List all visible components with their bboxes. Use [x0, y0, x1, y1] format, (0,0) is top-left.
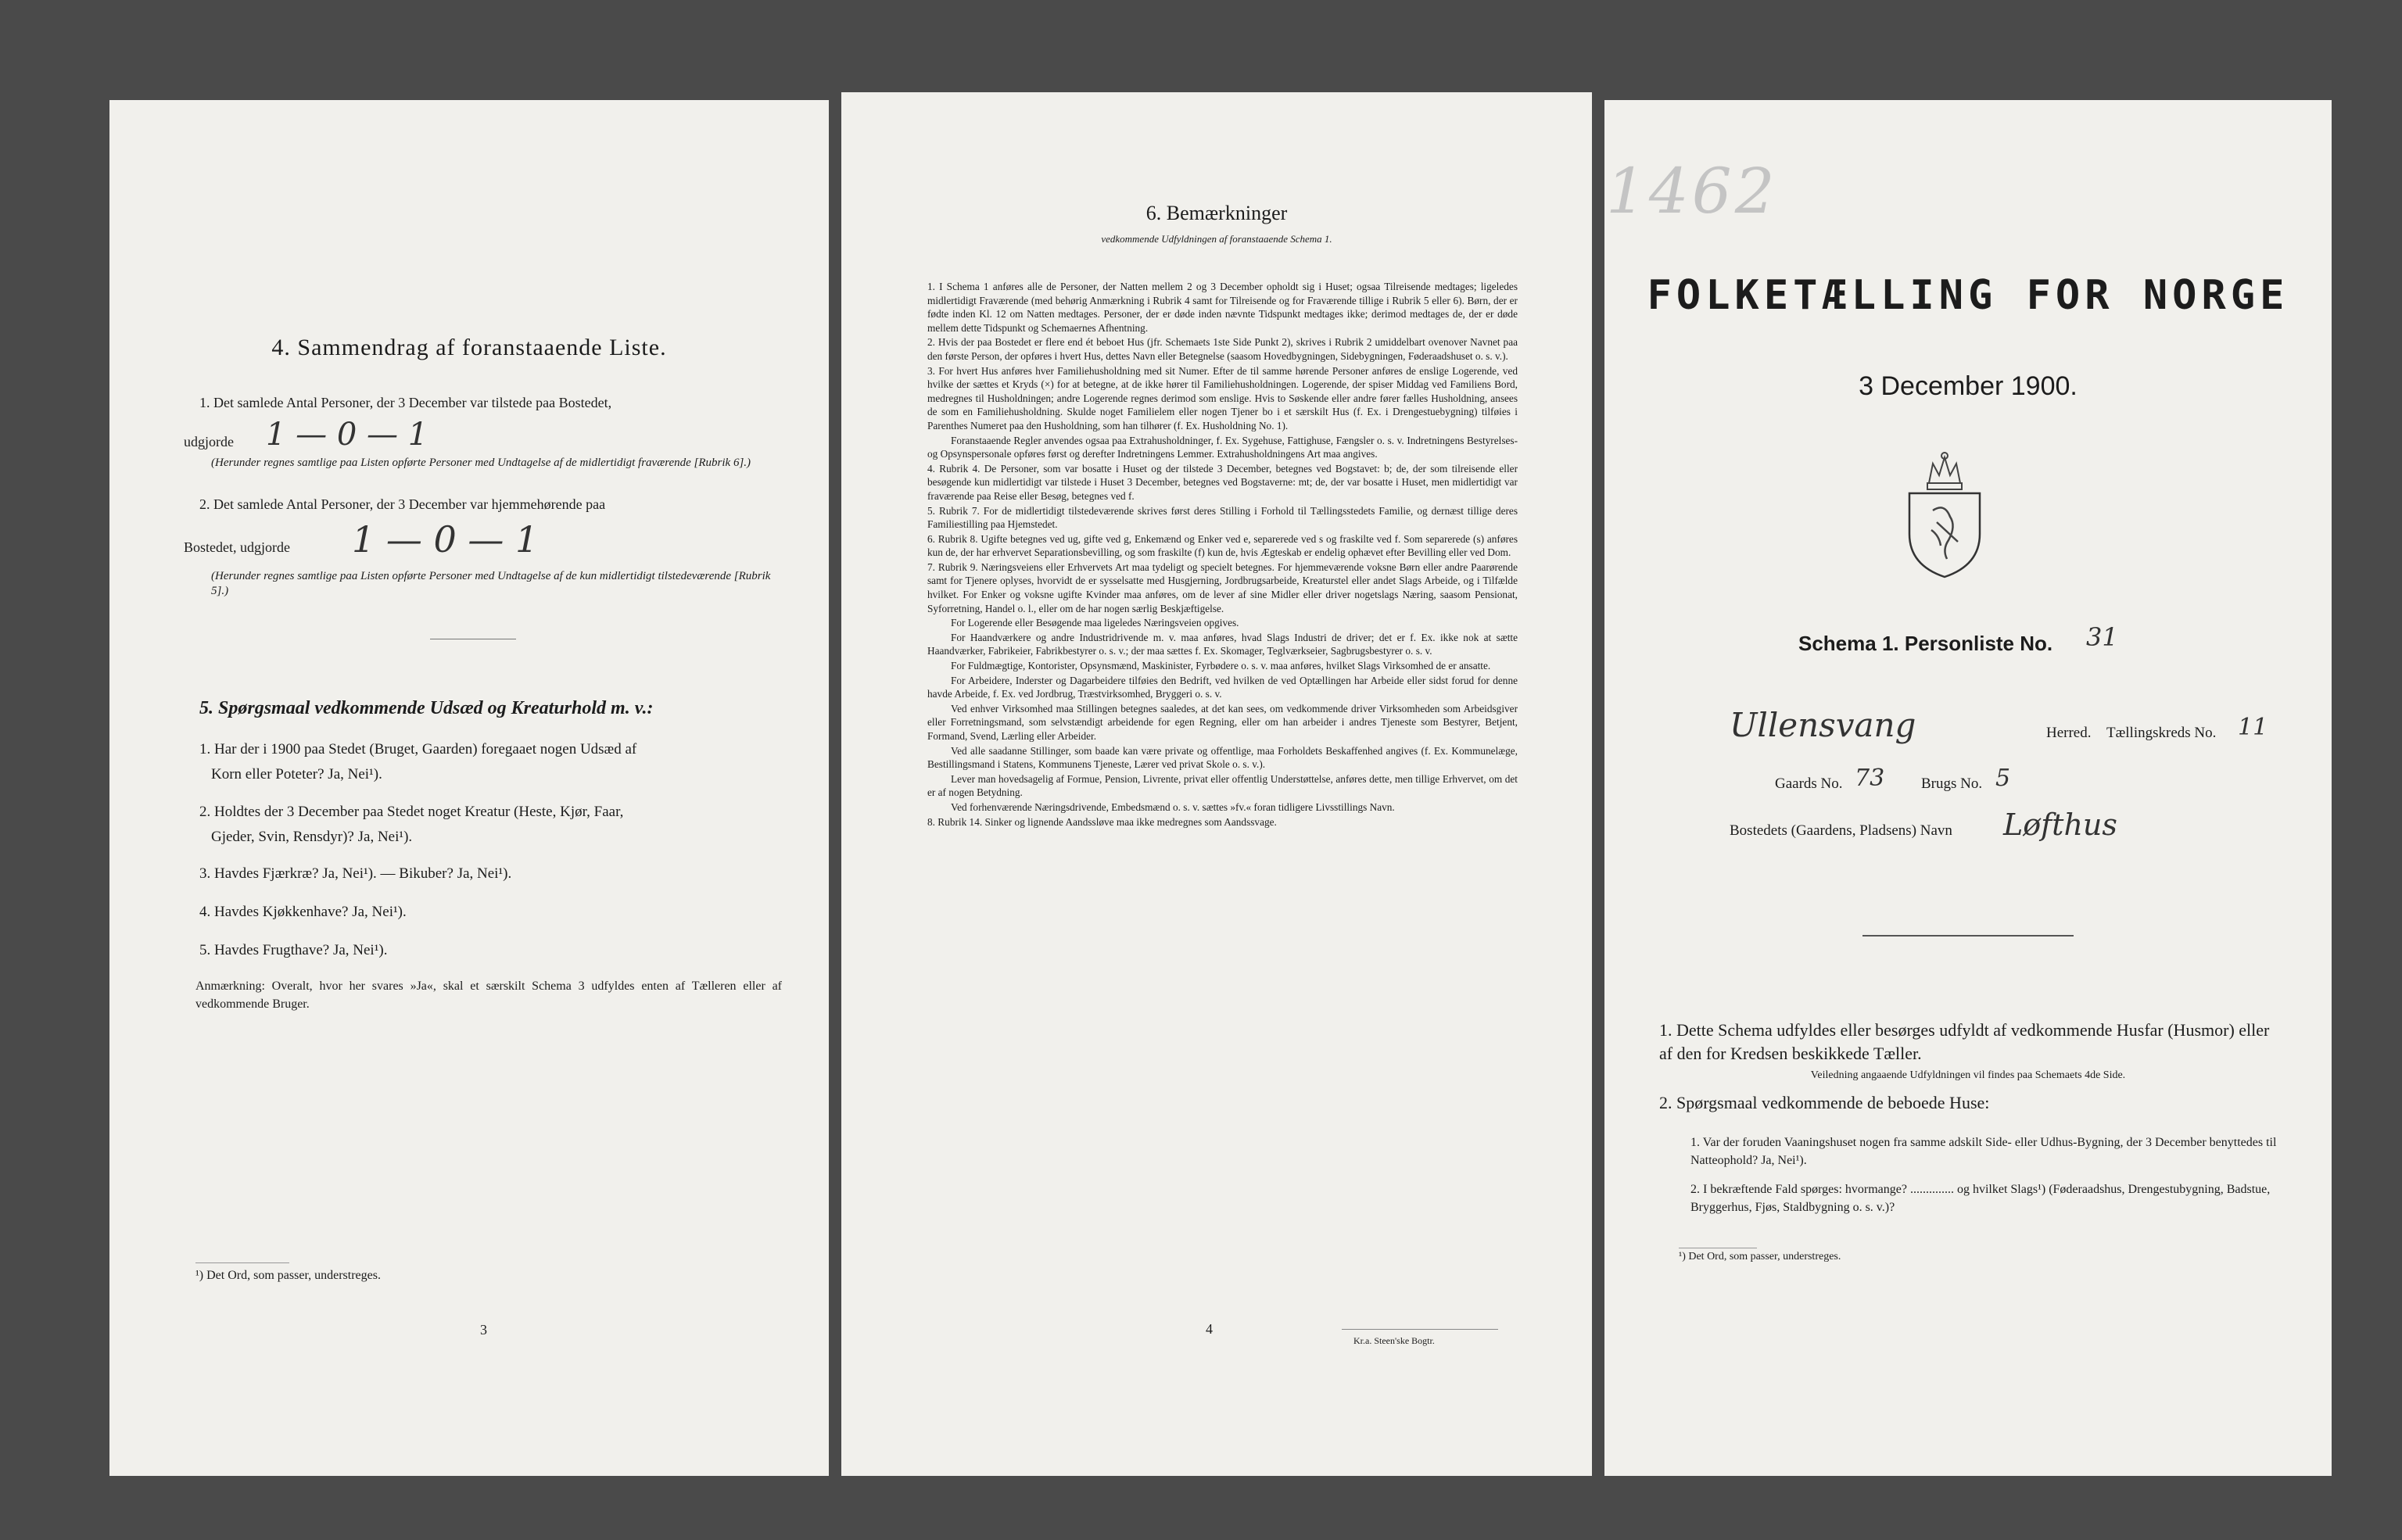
census-date: 3 December 1900. — [1859, 371, 2078, 401]
printer-imprint: Kr.a. Steen'ske Bogtr. — [1353, 1335, 1435, 1346]
kreds-label: Tællingskreds No. — [2106, 725, 2217, 741]
kreds-value: 11 — [2238, 714, 2268, 741]
remark-3: 3. For hvert Hus anføres hver Familiehusholdning med sit Numer. Efter de til samme hørende Personer anføres de enslige Logerende, ved hvilke der sættes et Kryds (×) for at betegne, at de ikke hører til Familiehusholdningen. Logerende, der spiser Middag ved Familiens Bord, medregnes til Husholdningen; andre Logerende regnes derimod som enslige. Hvis to Søskende eller andre fører fælles Husholdning, ansees de som en Familiehusholdning. Skulde noget Familielem eller nogen Tjener bo i et særskilt Hus (f. Ex. i Drengestuebygning) tilføies i Parenthes Numeret paa den Husholdning, som han tilhører (f. Ex. Husholdning No. 1). — [927, 364, 1518, 432]
remark-3-extra: Foranstaaende Regler anvendes ogsaa paa Extrahusholdninger, f. Ex. Sygehuse, Fattighuse, Fængsler o. s. v. Indretningens Bestyrelses- og Opsynspersonale opføres først og derefter Indretningens Lemmer. Extrahusholdningens Art maa angives. — [927, 434, 1518, 460]
page-1 — [1604, 100, 2332, 1476]
page-4 — [841, 92, 1592, 1476]
remark-7-forhenvaerende: Ved forhenværende Næringsdrivende, Embedsmænd o. s. v. sættes »fv.« foran tidligere Livsstillings Navn. — [951, 800, 1395, 813]
schema-label: Schema 1. Personliste No. — [1798, 632, 2053, 655]
remarks-subtitle: vedkommende Udfyldningen af foranstaaende Schema 1. — [1101, 233, 1332, 245]
item-2-note: (Herunder regnes samtlige paa Listen opførte Personer med Undtagelse af de kun midlertidigt tilstedeværende [Rubrik 5].) — [211, 570, 771, 597]
gaards-label: Gaards No. — [1775, 775, 1843, 792]
instruction-2: 2. Spørgsmaal vedkommende de beboede Huse: — [1659, 1093, 1990, 1112]
schema-number: 31 — [2086, 622, 2118, 652]
section-5-title: 5. Spørgsmaal vedkommende Udsæd og Kreaturhold m. v.: — [199, 698, 654, 718]
archive-number: 1462 — [1606, 155, 1778, 227]
instruction-2-question-2: 2. I bekræftende Fald spørges: hvormange? .............. og hvilket Slags¹) (Føderaadshus, Drengestubygning, Badstue, Bryggerhus, Fjøs, Staldbygning o. s. v.)? — [1690, 1183, 2271, 1214]
footnote: ¹) Det Ord, som passer, understreges. — [1679, 1251, 1841, 1262]
question-1-line-1: 1. Har der i 1900 paa Stedet (Bruget, Gaarden) foregaaet nogen Udsæd af — [199, 741, 637, 757]
gaards-value: 73 — [1855, 765, 1885, 792]
question-5: 5. Havdes Frugthave? Ja, Nei¹). — [199, 942, 388, 958]
remark-7-formue: Lever man hovedsagelig af Formue, Pension, Livrente, privat eller offentlig Understøttelse, anføres dette, men tillige Erhvervet, om det er af nogen Betydning. — [927, 772, 1518, 799]
bosted-label: Bostedets (Gaardens, Pladsens) Navn — [1730, 822, 1952, 839]
remark-1: 1. I Schema 1 anføres alle de Personer, der Natten mellem 2 og 3 December opholdt sig i Huset; ogsaa Tilreisende medtages; ligeledes midlertidigt Fraværende (med behørig Anmærkning i Rubrik 4 samt for Tilreisende og for Fraværende tillige i Rubrik 5 eller 6). Børn, der er fødte inden Kl. 12 om Natten medtages. Personer, der er døde inden nævnte Tidspunkt medtages ikke; derimod medtages de, der er døde mellem dette Tidspunkt og Schemaernes Afhentning. — [927, 281, 1518, 334]
footnote-rule — [195, 1262, 289, 1263]
remark-7-fuldmaegtige: For Fuldmægtige, Kontorister, Opsynsmænd, Maskinister, Fyrbødere o. s. v. maa anføres, hvilket Slags Virksomhed de er ansatte. — [951, 660, 1491, 672]
remark-7: 7. Rubrik 9. Næringsveiens eller Erhvervets Art maa tydeligt og specielt betegnes. For hjemmeværende voksne Børn eller andre Paarørende samt for Tjenere oplyses, hvorvidt de er sysselsatte med Husgjerning, Jordbrugsarbeide, Kreaturstel eller andet Slags Arbeide, og i Tilfælde hvilket. For Enker og voksne ugifte Kvinder maa anføres, om de lever af sine Midler eller driver nogetslags Næring, saasom Pensionat, Syforretning, Handel o. l., eller om de har nogen særlig Beskjæftigelse. — [927, 560, 1518, 614]
remark: Anmærkning: Overalt, hvor her svares »Ja«, skal et særskilt Schema 3 udfyldes enten af Tælleren eller af vedkommende Bruger. — [195, 980, 782, 1011]
herred-label: Herred. — [2046, 725, 2092, 741]
page-3 — [109, 100, 829, 1476]
remark-8: 8. Rubrik 14. Sinker og lignende Aandssløve maa ikke medregnes som Aandssvage. — [927, 815, 1277, 828]
item-2-text: 2. Det samlede Antal Personer, der 3 December var hjemmehørende paa — [199, 496, 606, 512]
item-1-value: 1 — 0 — 1 — [266, 417, 428, 453]
footnote: ¹) Det Ord, som passer, understreges. — [195, 1269, 381, 1282]
question-2-line-1: 2. Holdtes der 3 December paa Stedet noget Kreatur (Heste, Kjør, Faar, — [199, 804, 624, 820]
remark-7-stillinger: Ved alle saadanne Stillinger, som baade kan være private og offentlige, maa Forholdets Beskaffenhed angives (f. Ex. Kommunelæge, Bestillingsmand i Statens, Kommunens Tjeneste, Lærer ved privat Skole o. s. v.). — [927, 744, 1518, 771]
remark-7-virksomhed: Ved enhver Virksomhed maa Stillingen betegnes saaledes, at det kan sees, om vedkommende driver Virksomheden som Arbeidsgiver eller Forretningsmand, som selvstændigt arbeidende for egen Regning, eller om han arbeider i andres Tjeneste som Bestyrer, Betjent, Formand, Svend, Lærling eller Arbeider. — [927, 702, 1518, 742]
item-1-note: (Herunder regnes samtlige paa Listen opførte Personer med Undtagelse af de midlertidigt fraværende [Rubrik 6].) — [211, 457, 751, 469]
divider — [1862, 935, 2074, 937]
section-4-title: 4. Sammendrag af foranstaaende Liste. — [271, 335, 667, 360]
item-1-text: 1. Det samlede Antal Personer, der 3 December var tilstede paa Bostedet, — [199, 395, 612, 410]
coat-of-arms-icon — [1902, 448, 1988, 581]
remark-7-logerende: For Logerende eller Besøgende maa ligeledes Næringsveien opgives. — [951, 617, 1239, 629]
remark-4: 4. Rubrik 4. De Personer, som var bosatte i Huset og der tilstede 3 December, betegnes ved Bogstavet: b; de, der som tilreisende eller besøgende kun midlertidigt var tilstede i Huset 3 December, betegnes ved Bogstaverne: mt; de, der var bosatte i Huset, men midlertidigt var fraværende paa Reise eller Besøg, betegnes ved f. — [927, 462, 1518, 502]
bosted-value: Løfthus — [2003, 808, 2117, 842]
page-number: 4 — [1206, 1321, 1213, 1337]
herred-value: Ullensvang — [1730, 706, 1916, 744]
brugs-value: 5 — [1995, 765, 2011, 792]
remark-6: 6. Rubrik 8. Ugifte betegnes ved ug, gifte ved g, Enkemænd og Enker ved e, separerede ved s og fraskilte ved f. Som separerede (s) anføres kun de, der har erhvervet Separationsbevilling, og som fraskilte (f) kun de, hvis Ægteskab er endelig ophævet efter Bevilling eller ved Dom. — [927, 532, 1518, 559]
question-2-line-2: Gjeder, Svin, Rensdyr)? Ja, Nei¹). — [211, 829, 413, 845]
question-4: 4. Havdes Kjøkkenhave? Ja, Nei¹). — [199, 904, 407, 920]
item-1-label: udgjorde — [184, 434, 234, 449]
item-2-label: Bostedet, udgjorde — [184, 539, 290, 555]
remark-7-arbeidere: For Arbeidere, Inderster og Dagarbeidere tilføies den Bedrift, ved hvilken de ved Optællingen har Arbeide eller sidst forud for denne havde Arbeide, f. Ex. ved Jordbrug, Træstvirksomhed, Bryggeri o. s. v. — [927, 674, 1518, 700]
question-1-line-2: Korn eller Poteter? Ja, Nei¹). — [211, 766, 382, 783]
remark-7-haandvaerkere: For Haandværkere og andre Industridrivende m. v. maa anføres, hvad Slags Industri de driver; det er f. Ex. ikke nok at sætte Haandværker, Fabrikeier, Fabrikbestyrer o. s. v.; der maa sættes f. Ex. Skomager, Teglværkseier, Sagbrugsbestyrer o. s. v. — [927, 631, 1518, 657]
brugs-label: Brugs No. — [1921, 775, 1983, 792]
question-3: 3. Havdes Fjærkræ? Ja, Nei¹). — Bikuber? Ja, Nei¹). — [199, 865, 512, 882]
remarks-title: 6. Bemærkninger — [1145, 202, 1288, 224]
remarks-list — [927, 280, 1518, 829]
instruction-2-question-1: 1. Var der foruden Vaaningshuset nogen fra samme adskilt Side- eller Udhus-Bygning, der 3 December benyttedes til Natteophold? Ja, Nei¹). — [1690, 1136, 2277, 1167]
printer-rule — [1342, 1329, 1498, 1330]
remark-2: 2. Hvis der paa Bostedet er flere end ét beboet Hus (jfr. Schemaets 1ste Side Punkt 2), skrives i Rubrik 2 umiddelbart ovenover Navnet paa den første Person, der opføres i hvert Hus, dettes Navn eller Betegnelse (saasom Hovedbygningen, Sidebygningen, Føderaadshuset o. s. v.). — [927, 336, 1518, 362]
instruction-1: 1. Dette Schema udfyldes eller besørges udfyldt af vedkommende Husfar (Husmor) eller af den for Kredsen beskikkede Tæller. — [1659, 1020, 2270, 1063]
census-title: FOLKETÆLLING FOR NORGE — [1647, 272, 2289, 319]
item-2-value: 1 — 0 — 1 — [352, 518, 539, 560]
instruction-1-note: Veiledning angaaende Udfyldningen vil findes paa Schemaets 4de Side. — [1810, 1069, 2126, 1081]
remark-5: 5. Rubrik 7. For de midlertidigt tilstedeværende skrives først deres Stilling i Forhold til Tællingsstedets Familie, og dernæst tillige deres Familiestilling paa Hjemstedet. — [927, 504, 1518, 531]
page-number: 3 — [480, 1322, 487, 1338]
